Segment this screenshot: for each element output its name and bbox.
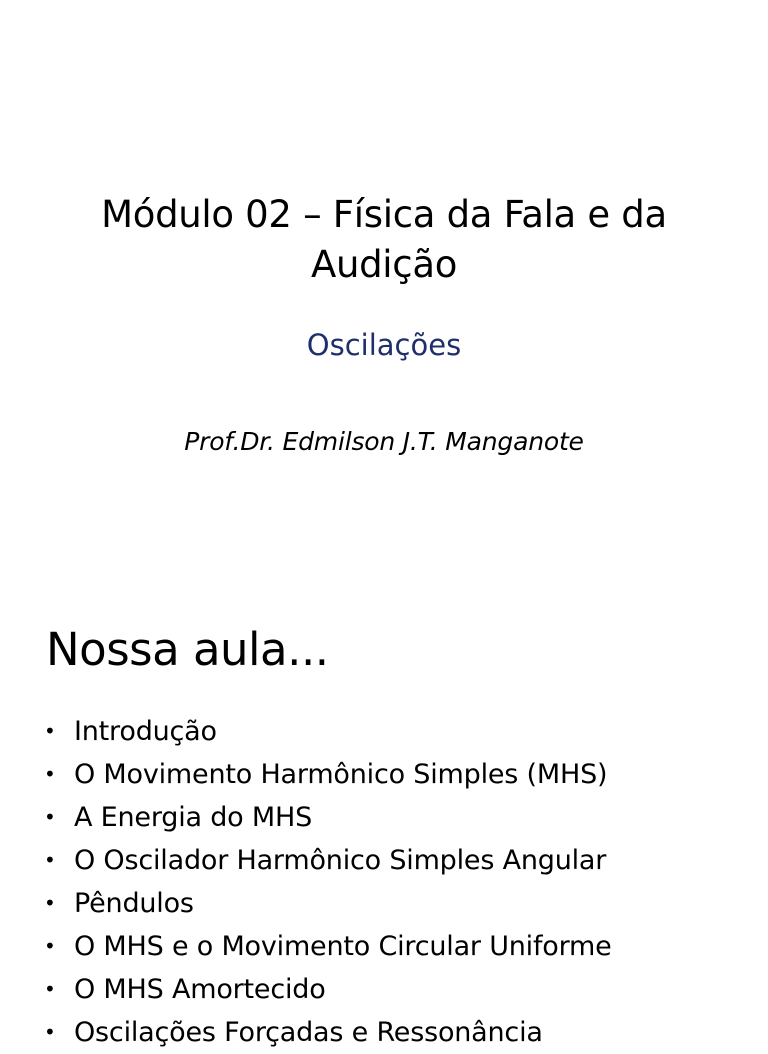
outline-slide [0,576,768,1048]
list-item-text: Introdução [74,716,217,747]
bullet-icon: • [44,805,56,829]
list-item-text: O Oscilador Harmônico Simples Angular [74,845,607,876]
list-item [44,753,612,796]
list-item [44,710,612,753]
list-item-text: Oscilações Forçadas e Ressonância [74,1017,543,1048]
list-item-text: O Movimento Harmônico Simples (MHS) [74,759,608,790]
outline-list [44,710,612,1054]
bullet-icon: • [44,719,56,743]
list-item [44,882,612,925]
slide-title: Módulo 02 – Física da Fala e da Audição [101,193,667,286]
list-item-text: A Energia do MHS [74,802,313,833]
list-item [44,1011,612,1054]
list-item-text: Pêndulos [74,888,194,919]
bullet-icon: • [44,848,56,872]
bullet-icon: • [44,977,56,1001]
slide-subtitle: Oscilações [306,328,462,362]
list-item [44,925,612,968]
bullet-icon: • [44,891,56,915]
outline-heading: Nossa aula... [46,623,329,676]
list-item [44,796,612,839]
list-item-text: O MHS e o Movimento Circular Uniforme [74,931,612,962]
bullet-icon: • [44,934,56,958]
list-item-text: O MHS Amortecido [74,974,326,1005]
list-item [44,968,612,1011]
author-name: Prof.Dr. Edmilson J.T. Manganote [184,427,584,456]
list-item [44,839,612,882]
bullet-icon: • [44,762,56,786]
bullet-icon: • [44,1020,56,1044]
